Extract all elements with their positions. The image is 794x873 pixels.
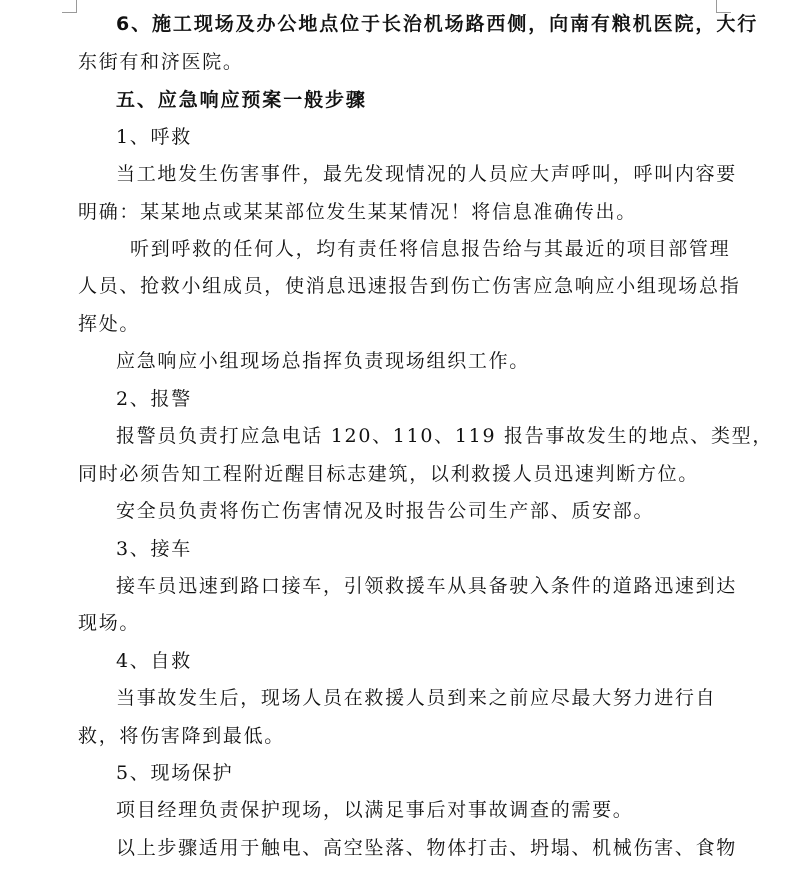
step-heading-call-for-help: 1、呼救 <box>116 126 192 148</box>
paragraph-line: 现场。 <box>78 612 141 634</box>
paragraph-line: 当工地发生伤害事件，最先发现情况的人员应大声呼叫，呼叫内容要 <box>116 163 738 185</box>
step-heading-meet-vehicle: 3、接车 <box>116 538 192 560</box>
list-item-6: 6、施工现场及办公地点位于长治机场路西侧，向南有粮机医院，大行 <box>116 13 759 35</box>
paragraph-line: 接车员迅速到路口接车，引领救援车从具备驶入条件的道路迅速到达 <box>116 575 738 597</box>
paragraph-line: 应急响应小组现场总指挥负责现场组织工作。 <box>116 350 531 372</box>
paragraph-line: 挥处。 <box>78 313 141 335</box>
paragraph-line: 听到呼救的任何人，均有责任将信息报告给与其最近的项目部管理 <box>130 238 731 260</box>
paragraph-line: 安全员负责将伤亡伤害情况及时报告公司生产部、质安部。 <box>116 500 655 522</box>
page-corner-mark-left <box>62 0 77 13</box>
paragraph-line: 项目经理负责保护现场，以满足事后对事故调查的需要。 <box>116 799 634 821</box>
step-heading-self-rescue: 4、自救 <box>116 650 192 672</box>
paragraph-line: 当事故发生后，现场人员在救援人员到来之前应尽最大努力进行自 <box>116 687 717 709</box>
paragraph-line: 救，将伤害降到最低。 <box>78 725 286 747</box>
paragraph-line: 同时必须告知工程附近醒目标志建筑，以利救援人员迅速判断方位。 <box>78 463 700 485</box>
paragraph-line: 东街有和济医院。 <box>78 51 244 73</box>
step-heading-alarm: 2、报警 <box>116 388 192 410</box>
section-heading: 五、应急响应预案一般步骤 <box>116 89 367 111</box>
paragraph-line: 明确：某某地点或某某部位发生某某情况！将信息准确传出。 <box>78 201 637 223</box>
paragraph-line: 以上步骤适用于触电、高空坠落、物体打击、坍塌、机械伤害、食物 <box>116 837 738 859</box>
paragraph-line: 人员、抢救小组成员，使消息迅速报告到伤亡伤害应急响应小组现场总指 <box>78 275 741 297</box>
step-heading-scene-protection: 5、现场保护 <box>116 762 234 784</box>
paragraph-line: 报警员负责打应急电话 120、110、119 报告事故发生的地点、类型， <box>116 425 774 447</box>
